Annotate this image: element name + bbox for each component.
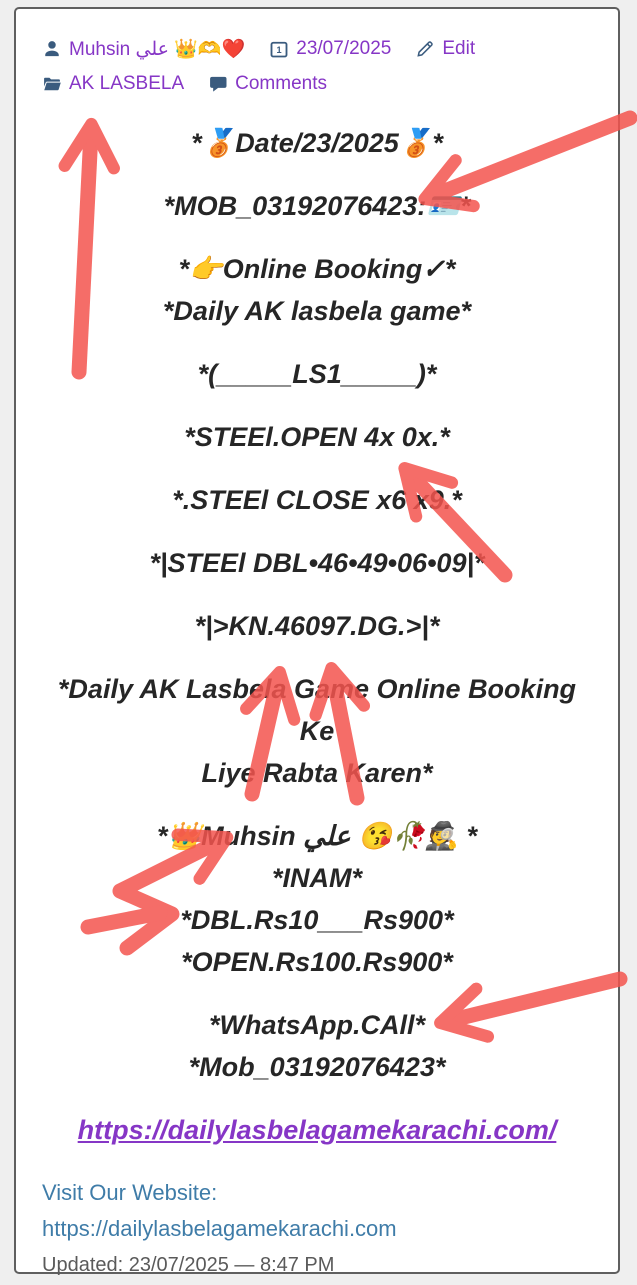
header-row-2	[42, 66, 592, 101]
post-line: *👉Online Booking✓*	[178, 254, 456, 284]
category-link[interactable]	[42, 73, 184, 95]
comment-icon	[208, 74, 228, 94]
author-name: Muhsin علي 👑🫶❤️	[69, 38, 246, 60]
post-line: Liye Rabta Karen*	[201, 758, 433, 788]
comments-label: Comments	[235, 72, 327, 94]
post-body	[42, 122, 592, 1151]
post-line: *.STEEl CLOSE x6 x9.*	[172, 485, 462, 515]
comments-link[interactable]	[208, 73, 327, 95]
header-row-1	[42, 31, 592, 66]
post-card	[14, 7, 620, 1274]
category-label: AK LASBELA	[69, 72, 185, 94]
post-line: *👑Muhsin علي 😘🥀🕵️ *	[156, 821, 478, 851]
post-line: *DBL.Rs10___Rs900*	[180, 905, 454, 935]
post-line: *STEEl.OPEN 4x 0x.*	[184, 422, 450, 452]
post-line: *(_____LS1_____)*	[197, 359, 437, 389]
post-line: *🥉Date/23/2025🥉*	[191, 128, 443, 158]
post-line: *WhatsApp.CAll*	[209, 1010, 425, 1040]
edit-link[interactable]	[415, 38, 475, 60]
pencil-icon	[415, 39, 435, 59]
folder-icon	[42, 74, 62, 94]
author-byline	[42, 37, 245, 61]
person-icon	[42, 39, 62, 59]
calendar-icon	[269, 39, 289, 59]
post-header	[42, 31, 592, 101]
post-line: *|STEEl DBL•46•49•06•09|*	[149, 548, 485, 578]
website-url-link[interactable]: https://dailylasbelagamekarachi.com	[42, 1216, 397, 1241]
post-line: *Daily AK lasbela game*	[162, 296, 472, 326]
post-line: *|>KN.46097.DG.>|*	[194, 611, 440, 641]
post-date-label: 23/07/2025	[296, 37, 392, 59]
post-line: *Mob_03192076423*	[188, 1052, 446, 1082]
post-date	[269, 38, 391, 60]
svg-text:1: 1	[276, 44, 282, 55]
visit-website-label: Visit Our Website:	[42, 1180, 218, 1205]
post-body-link[interactable]: https://dailylasbelagamekarachi.com/	[77, 1115, 557, 1145]
post-line: *MOB_03192076423:🪪*	[163, 191, 471, 221]
post-footer	[42, 1175, 592, 1281]
edit-label: Edit	[442, 37, 476, 59]
post-line: *Daily AK Lasbela Game Online Booking Ke	[57, 674, 577, 746]
updated-timestamp: Updated: 23/07/2025 — 8:47 PM	[42, 1254, 335, 1276]
post-line: *INAM*	[271, 863, 362, 893]
post-line: *OPEN.Rs100.Rs900*	[181, 947, 453, 977]
